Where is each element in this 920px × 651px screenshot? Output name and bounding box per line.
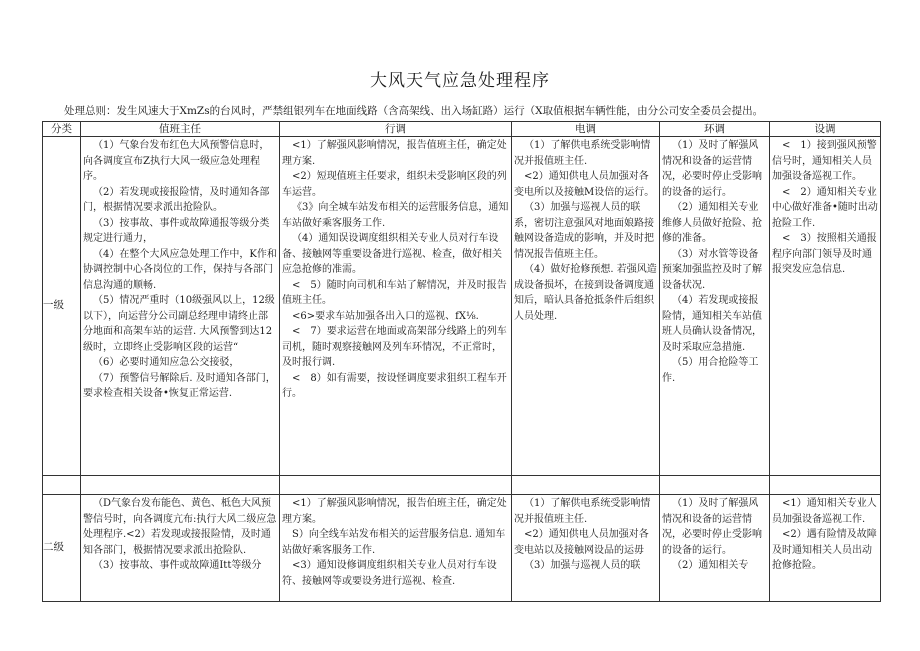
cell-power-dispatcher [512, 137, 660, 476]
step-text: （1）气象台发布红色大风预警信息时，向各调度宣布Z执行大风一级应急处理程序。 [83, 140, 270, 182]
general-principle: 处理总则：发生风速大于XmZs的台风时，严禁组银列车在地面线路（含高架线、出入场缸路）运行（X取值根据车辆性能，由分公司安全委员会提出。 [64, 105, 764, 117]
cell-train-dispatcher [280, 137, 512, 476]
step-text: <2）遇有险情及故障及时通知相关人员出动抢修抢险。 [772, 529, 877, 571]
step-text: （7）预警信号解除后. 及时通知各部门，要求检查相关设备•恢复正常运营. [83, 372, 276, 399]
header-train-dispatcher: 行调 [280, 122, 512, 137]
step-text: < 3）按照相关通报程序向部门领导及时通报突发应急信息. [772, 233, 877, 275]
step-text: （5）情况严重时（10级强风以上，12级以下），向运营分公司副总经理申请终止部分地面和高架车站的运营. 大风预警到达12级时，立即终止受影响区段的运营“ [83, 295, 275, 353]
table-row-level-2 [43, 495, 881, 602]
step-text: < 1）接到强风预警信号时，通知相关人员加强设备巡视工作。 [772, 140, 877, 182]
cell-duty-director [81, 495, 280, 602]
header-category: 分类 [43, 122, 81, 137]
table-spacer-row [43, 476, 881, 495]
step-text: （3）加强与巡视人员的联 [524, 560, 641, 571]
step-text: <1）通知相关专业人员加强设备巡视工作. [772, 498, 877, 525]
step-text: < 8）如有需要，按设怪调度要求狙织工程车开行。 [282, 372, 507, 399]
header-duty-director: 值班主任 [81, 122, 280, 137]
step-text: （6）必要时通知应急公交接驳， [93, 357, 240, 368]
cell-equipment-dispatcher [770, 495, 881, 602]
cell-duty-director [81, 137, 280, 476]
cell-equipment-dispatcher [770, 137, 881, 476]
step-text: 《3》向全城车站发布相关的运营服务信息，通知车站做好乘客服务工作. [282, 202, 509, 229]
step-text: <6>要求车站加强各出入口的巡视、fX⅛. [292, 310, 479, 322]
step-text: （4）做好抢修预想. 若强风造成设备损坏，在接到设备调度通知后，暗认具备抢抵条件后组织人员处理. [514, 264, 657, 322]
procedure-table [42, 121, 881, 602]
step-text: S）向全线车站发布相关的运营服务信息. 通知车站做好乘客服务工作. [282, 529, 506, 556]
cell-environment-dispatcher [660, 137, 770, 476]
step-text: （4）若发现或接报险情，通知相关车站值班人员确认设备情况，及时采取应急措施. [662, 295, 762, 353]
step-text: （2）通知相关专 [672, 560, 749, 571]
cell-environment-dispatcher [660, 495, 770, 602]
step-text: <2）通知供电人员加强对各变电站以及接触网设品的运毋 [514, 529, 649, 556]
step-text: （3）按事故、事件或故障通Itt等级分 [93, 560, 262, 571]
step-text: （1）及时了解强风情况和设备的运营情况，必要时停止受影响的设备的运行。 [662, 498, 762, 556]
level-label: 一级 [43, 137, 81, 476]
step-text: （3）按事故、事件或故障通报等级分类规定进行通力， [83, 217, 270, 244]
step-text: <1）了解强风影响情况，报告值班主任，确定处理方案. [282, 140, 507, 167]
step-text: （5）用合抢险等工作. [662, 357, 759, 384]
step-text: （4）在整个大风应急处理工作中，K作和协调控制中心各岗位的工作，保持与各部门信息沟通的顺畅. [83, 248, 277, 291]
cell-train-dispatcher [280, 495, 512, 602]
step-text: <2）通知供电人员加强对各变电所以及接触M设倍的运行。 [514, 171, 655, 198]
step-text: （4）通知误设调度组织相关专业人员对行车设备、接触网等重要设备进行巡视、检查，做好相关应急抢修的准需。 [282, 233, 502, 275]
step-text: （D气象台发布能色、黄色、柢色大风预警信号时，向各调度亢布:执行大风二级应急处理程序.<2）若发现或接报险情，及时通知各部门，极据情况要求派出抢险队. [83, 498, 277, 556]
step-text: （1）及时了解强风情况和设备的运营情况，必要时停止受影响的设备的运行。 [662, 140, 762, 198]
step-text: （1）了解供电系统受影响情况并报值班主任. [514, 498, 651, 525]
step-text: < 7）要求运营在地面或高架部分线路上的列车司机，随时观察接触网及列车环情况，不正常时，及时报行调. [282, 326, 507, 368]
cell-power-dispatcher [512, 495, 660, 602]
step-text: （2）若发现或接报险情，及时通知各部门，根据情况要求派出抢险队。 [83, 186, 270, 213]
step-text: （3）加强与巡视人员的联系，密切注意强风对地面娘路接触网设备造成的影响，并及时把情况报告值班主任。 [514, 202, 654, 260]
table-header-row [43, 122, 881, 137]
step-text: <1）了解强风影响情况，报告伯班主任，确定处理方案。 [282, 498, 507, 525]
step-text: （3）对水管等设备预案加强监控及时了解设备状况. [662, 248, 762, 291]
step-text: （2）通知相关专业维修人员做好抢险、抢修的准备。 [662, 202, 762, 244]
header-power-dispatcher: 电调 [512, 122, 660, 137]
table-row-level-1 [43, 137, 881, 476]
step-text: <2）短现值班主任要求，组织未受影响区段的列车运营。 [282, 171, 507, 198]
document-title: 大风天气应急处理程序 [370, 71, 550, 91]
header-environment-dispatcher: 环调 [660, 122, 770, 137]
step-text: < 2）通知相关专业中心做好准备•随时出动抢险工作. [772, 186, 878, 229]
step-text: < 5）随时向司机和车站了解情况，并及时报告值班主任。 [282, 279, 507, 306]
step-text: <3）通知设修调度组织相关专业人员对行车设符、接触网等或要设务进行巡视、检查. [282, 560, 497, 587]
step-text: （1）了解供电系统受影响情况并报值班主任. [514, 140, 651, 167]
header-equipment-dispatcher: 设调 [770, 122, 881, 137]
level-label: 二级 [43, 495, 81, 602]
